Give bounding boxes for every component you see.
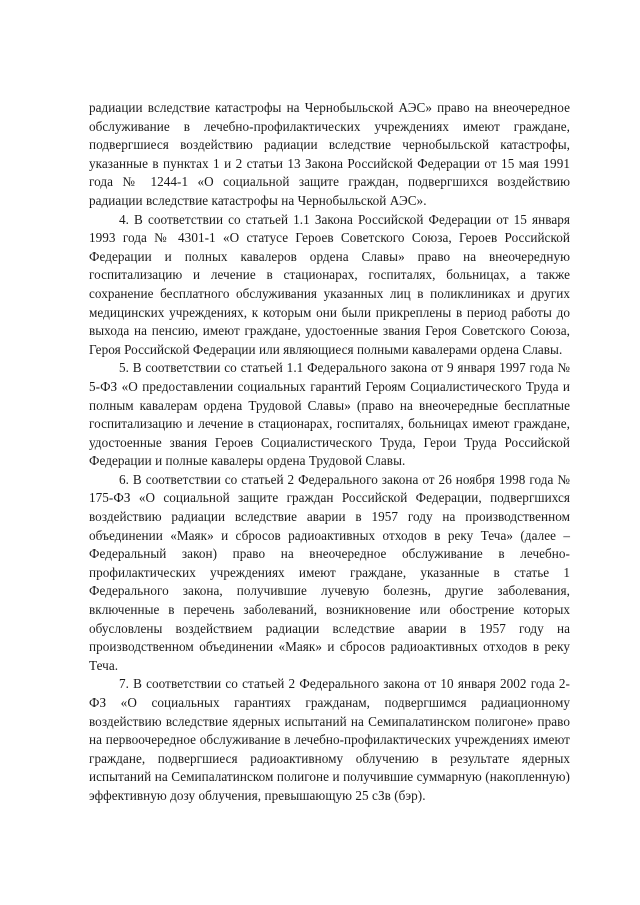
paragraph-continuation: радиации вследствие катастрофы на Чернобыльской АЭС» право на внеочередное обслуживание в лечебно-профилактических учреждениях имеют граждане, подвергшиеся воздействию радиации вследствие чернобыльской катастрофы, указанные в пунктах 1 и 2 статьи 13 Закона Российской Федерации от 15 мая 1991 года № 1244-1 «О социальной защите граждан, подвергшихся воздействию радиации вследствие катастрофы на Чернобыльской АЭС». xyxy=(89,100,570,208)
paragraph-item-7: 7. В соответствии со статьей 2 Федерального закона от 10 января 2002 года 2-ФЗ «О социальных гарантиях гражданам, подвергшимся радиационному воздействию вследствие ядерных испытаний на Семипалатинском полигоне» право на первоочередное обслуживание в лечебно-профилактических учреждениях имеют граждане, подвергшиеся радиоактивному облучению в результате ядерных испытаний на Семипалатинском полигоне и получившие суммарную (накопленную) эффективную дозу облучения, превышающую 25 сЗв (бэр). xyxy=(89,676,570,803)
document-page xyxy=(89,99,570,806)
paragraph-item-5: 5. В соответствии со статьей 1.1 Федерального закона от 9 января 1997 года № 5-ФЗ «О предоставлении социальных гарантий Героям Социалистического Труда и полным кавалерам ордена Трудовой Славы» (право на внеочередные бесплатные госпитализацию и лечение в стационарах, госпиталях, больницах имеют граждане, удостоенные звания Героев Социалистического Труда, Герои Труда Российской Федерации и полные кавалеры ордена Трудовой Славы. xyxy=(89,360,570,469)
paragraph-item-4: 4. В соответствии со статьей 1.1 Закона Российской Федерации от 15 января 1993 года № 4301-1 «О статусе Героев Советского Союза, Героев Российской Федерации и полных кавалеров ордена Славы» право на внеочередную госпитализацию и лечение в стационарах, госпиталях, больницах, а также сохранение бесплатного обслуживания указанных лиц в поликлиниках и других медицинских учреждениях, к которым они были прикреплены в период работы до выхода на пенсию, имеют граждане, удостоенные звания Героя Советского Союза, Героя Российской Федерации или являющиеся полными кавалерами ордена Славы. xyxy=(89,211,570,357)
paragraph-item-6: 6. В соответствии со статьей 2 Федерального закона от 26 ноября 1998 года № 175-ФЗ «О социальной защите граждан Российской Федерации, подвергшихся воздействию радиации вследствие аварии в 1957 году на производственном объединении «Маяк» и сбросов радиоактивных отходов в реку Теча» (далее – Федеральный закон) право на внеочередное обслуживание в лечебно-профилактических учреждениях имеют граждане, указанные в статье 1 Федерального закона, получившие лучевую болезнь, другие заболевания, включенные в перечень заболеваний, возникновение или обострение которых обусловлены воздействием радиации вследствие аварии в 1957 году на производственном объединении «Маяк» и сбросов радиоактивных отходов в реку Теча. xyxy=(89,471,570,673)
